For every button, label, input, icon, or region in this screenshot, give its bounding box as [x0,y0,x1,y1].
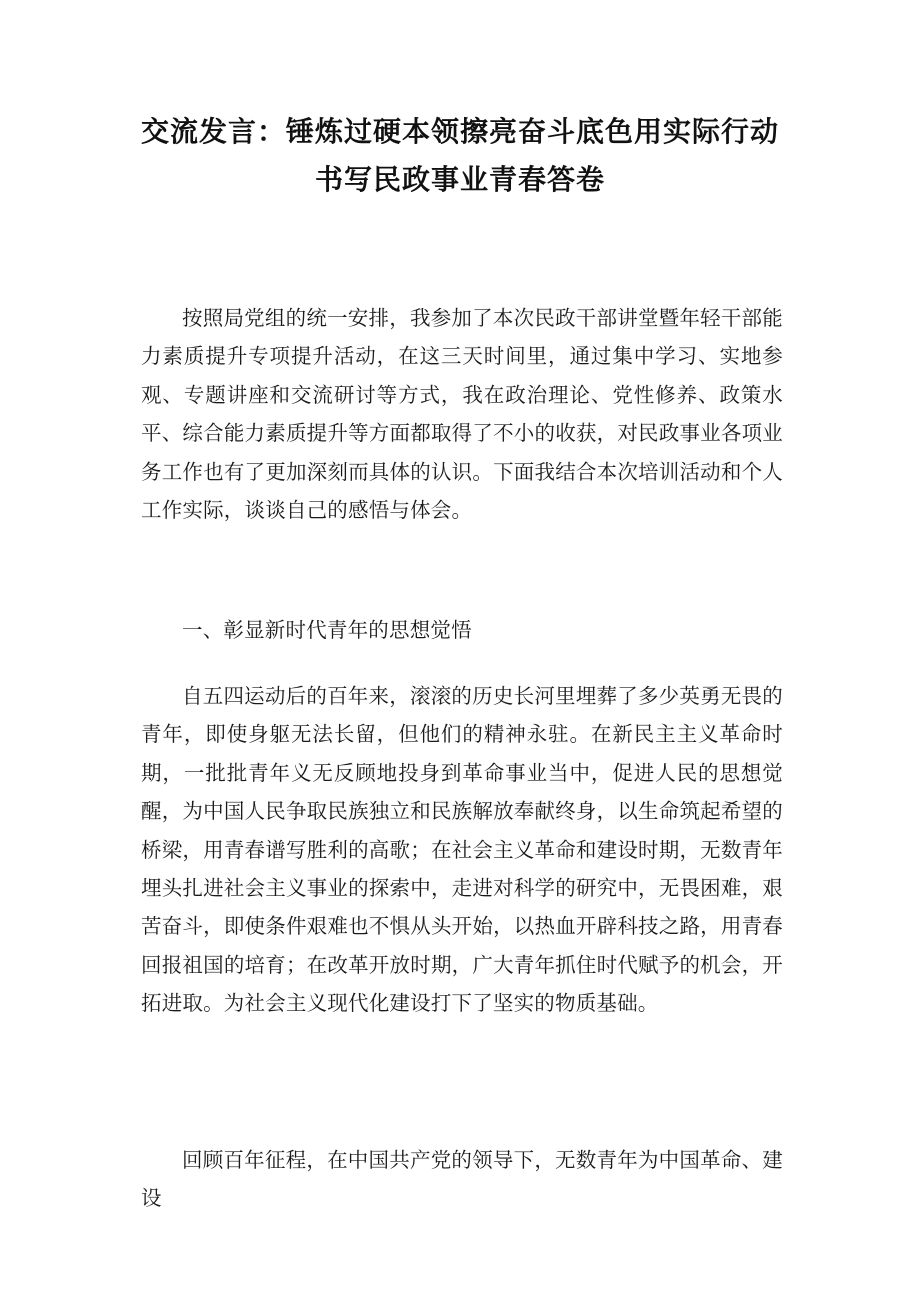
intro-paragraph-block [141,299,783,529]
history-paragraph-block [141,677,783,1023]
history-paragraph: 自五四运动后的百年来，滚滚的历史长河里埋葬了多少英勇无畏的青年，即使身躯无法长留，但他们的精神永驻。在新民主主义革命时期，一批批青年义无反顾地投身到革命事业当中，促进人民的思想觉醒，为中国人民争取民族独立和民族解放奉献终身，以生命筑起希望的桥梁，用青春谱写胜利的高歌；在社会主义革命和建设时期，无数青年埋头扎进社会主义事业的探索中，走进对科学的研究中，无畏困难，艰苦奋斗，即使条件艰难也不惧从头开始，以热血开辟科技之路，用青春回报祖国的培育；在改革开放时期，广大青年抓住时代赋予的机会，开拓进取。为社会主义现代化建设打下了坚实的物质基础。 [141,684,783,1016]
title-line-2: 书写民政事业青春答卷 [314,163,605,196]
section-heading: 一、彰显新时代青年的思想觉悟 [182,618,472,642]
document-title [100,108,820,204]
review-paragraph-block [141,1141,783,1218]
review-paragraph: 回顾百年征程，在中国共产党的领导下，无数青年为中国革命、建设 [141,1148,783,1211]
intro-paragraph: 按照局党组的统一安排，我参加了本次民政干部讲堂暨年轻干部能力素质提升专项提升活动，在这三天时间里，通过集中学习、实地参观、专题讲座和交流研讨等方式，我在政治理论、党性修养、政策水平、综合能力素质提升等方面都取得了不小的收获，对民政事业各项业务工作也有了更加深刻而具体的认识。下面我结合本次培训活动和个人工作实际，谈谈自己的感悟与体会。 [141,306,783,523]
title-line-1: 交流发言：锤炼过硬本领擦亮奋斗底色用实际行动 [140,115,779,148]
section-heading-block [141,611,783,649]
